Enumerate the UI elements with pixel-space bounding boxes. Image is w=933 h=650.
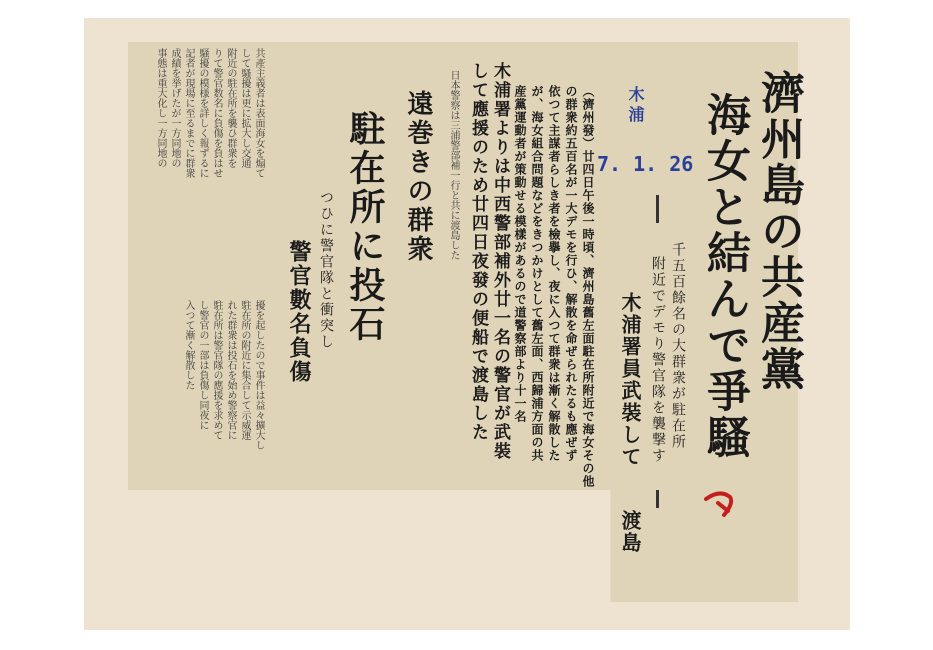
body-line: 依つて主謀者らしき者を檢擧し、夜に入つて群衆は漸く解散した [547, 85, 561, 462]
body-line: 附近の駐在所を襲ひ群衆を [225, 48, 236, 168]
body-line: の群衆約五百名が一大デモを行ひ、解散を命ぜられたるも應ぜず [564, 85, 578, 462]
main-headline-1: 濟州島の共産黨 [753, 70, 804, 392]
stamp-date: 7. 1. 26 [597, 152, 694, 176]
red-check-icon [700, 485, 740, 525]
body-line: して應援のため廿四日夜發の便船で渡島した [468, 62, 488, 442]
stamp-place: 木浦 [626, 86, 645, 126]
body-line: して騷擾は更に拡大し交通 [239, 48, 250, 168]
body-line: 事態は重大化し一方同地の [155, 48, 166, 168]
bold-headline-2: 渡島 [618, 510, 642, 554]
body-line: （濟州發）廿四日午後一時頃、濟州島舊左面駐在所附近で海女その他 [581, 85, 595, 488]
body-line: し警官の一部は負傷し同夜に [197, 300, 208, 430]
body-line: 入つて漸く解散した [183, 300, 194, 390]
body-line: 木浦署よりは中西警部補外廿一名の警官が武裝 [490, 62, 510, 461]
body-line: 成績を挙げたが一方同地の [169, 48, 180, 168]
subheadline-2: 附近でデモり警官隊を襲撃す [650, 256, 666, 464]
body-line: 騒擾の模様を詳しく報ずるに [197, 48, 208, 178]
section-headline-1: 遠巻きの群衆 [403, 90, 433, 264]
body-line: れた群衆は投石を始め警察官に [225, 300, 236, 440]
section-headline-3: 警官數名負傷 [286, 240, 312, 384]
body-line: が、海女組合問題などをきつかけとして舊左面、西歸浦方面の共 [530, 85, 544, 462]
headline-rule [656, 490, 659, 508]
section-headline-2: 駐在所に投石 [344, 110, 386, 344]
headline-rule [656, 195, 659, 223]
body-line: 産黨運動者が策動せる模樣があるので道警察部より十一名 [513, 85, 527, 423]
section-subheadline: つひに警官隊と衝突し [318, 190, 334, 350]
body-line: 駐在所は警官隊の應援を求めて [211, 300, 222, 440]
body-line: 記者が現場に至るまでに群衆 [183, 48, 194, 178]
body-line: りて警官数名に負傷を負はせ [211, 48, 222, 178]
body-line: 日本警察は三浦警部補一行と共に渡島した [448, 70, 459, 260]
main-headline-2: 海女と結んで爭騷 [699, 92, 750, 460]
body-line: 擾を起したので事件は益々擴大し [253, 300, 264, 450]
body-line: 駐在所の附近に集合して示威運 [239, 300, 250, 440]
bold-headline-1: 木浦署員武裝して [618, 292, 642, 468]
body-line: 共產主義者は表面海女を煽て [253, 48, 264, 178]
subheadline-1: 千五百餘名の大群衆が駐在所 [670, 242, 686, 450]
